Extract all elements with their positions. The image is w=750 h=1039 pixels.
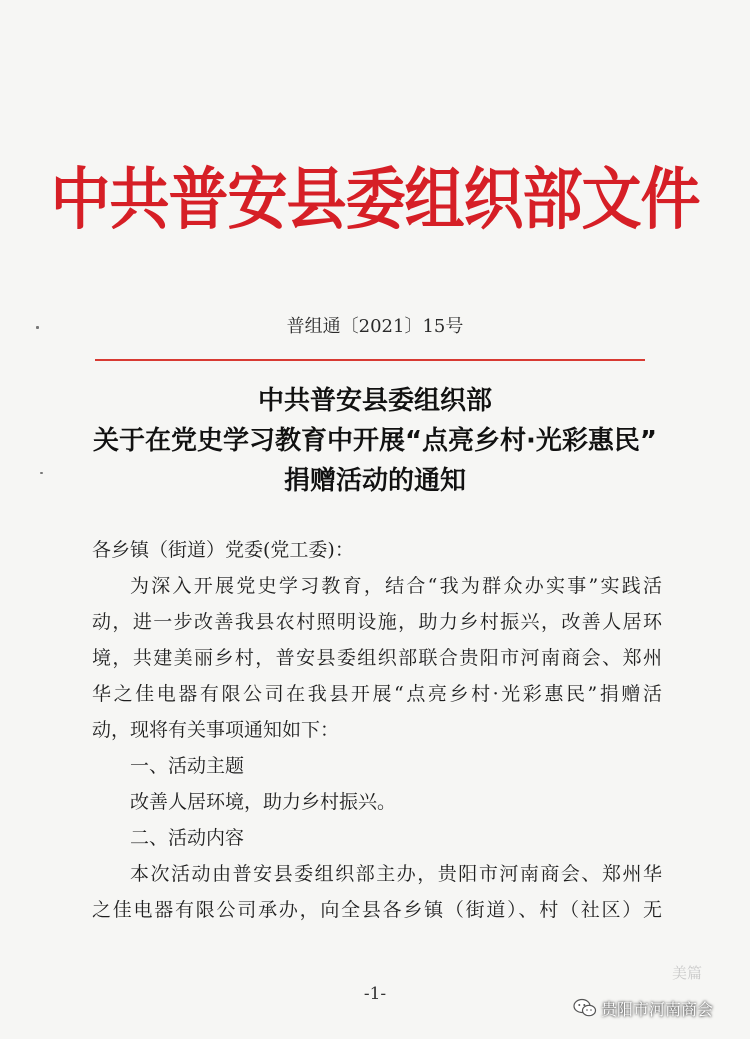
paragraph-line: 本次活动由普安县委组织部主办，贵阳市河南商会、郑州华	[130, 863, 662, 885]
paragraph-line: 之佳电器有限公司承办，向全县各乡镇（街道）、村（社区）无	[92, 899, 662, 921]
title-line-2: 关于在党史学习教育中开展“点亮乡村·光彩惠民”	[92, 426, 658, 456]
red-divider	[95, 359, 645, 361]
section-heading-1: 一、活动主题	[130, 755, 245, 777]
page-number: -1-	[363, 984, 387, 1004]
wechat-account-watermark	[573, 996, 713, 1020]
brand-name: 贵阳市河南商会	[601, 999, 714, 1019]
paragraph-line: 动，现将有关事项通知如下：	[92, 719, 340, 741]
wechat-icon	[573, 998, 597, 1018]
meipian-watermark: 美篇	[672, 964, 703, 982]
paragraph-line: 境，共建美丽乡村，普安县委组织部联合贵阳市河南商会、郑州	[92, 647, 662, 669]
paragraph-line: 动，进一步改善我县农村照明设施，助力乡村振兴，改善人居环	[92, 611, 662, 633]
section-text-1: 改善人居环境，助力乡村振兴。	[130, 791, 397, 813]
document-number: 普组通〔2021〕15号	[286, 316, 464, 337]
notice-body	[92, 532, 662, 928]
title-line-3: 捐赠活动的通知	[283, 466, 466, 496]
scan-speck	[40, 472, 43, 474]
paragraph-line: 华之佳电器有限公司在我县开展“点亮乡村·光彩惠民”捐赠活	[92, 683, 662, 705]
scan-speck	[36, 326, 39, 329]
notice-title	[0, 381, 750, 501]
paragraph-line: 为深入开展党史学习教育，结合“我为群众办实事”实践活	[130, 575, 662, 597]
title-line-1: 中共普安县委组织部	[257, 386, 492, 416]
salutation: 各乡镇（街道）党委(党工委)：	[92, 539, 354, 561]
section-heading-2: 二、活动内容	[130, 827, 245, 849]
document-masthead: 中共普安县委组织部文件	[50, 160, 700, 240]
